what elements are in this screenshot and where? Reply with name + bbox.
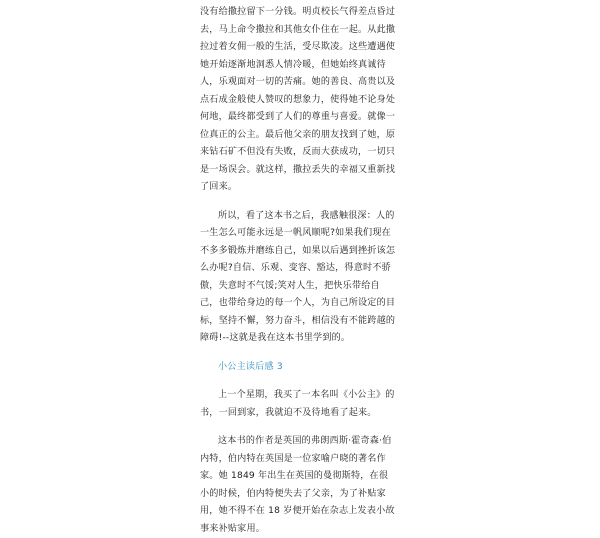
paragraph-gap: [200, 197, 396, 208]
paragraph-story-summary: 没有给撒拉留下一分钱。明贞校长气得差点昏过去，马上命令撒拉和其他女仆住在一起。从此撒拉过着女佣一般的生活，受尽欺凌。这些遭遇使她开始逐渐地洞悉人情冷暖，但她始终真诚待人，乐观面对一切的苦痛。她的善良、高贵以及点石成金般使人赞叹的想象力，使得她不论身处何地，最终都受到了人们的尊重与喜爱。就像一位真正的公主。最后他父亲的朋友找到了她，原来钻石矿不但没有失败，反而大获成功，一切只是一场误会。就这样，撒拉丢失的幸福又重新找了回来。: [200, 7, 396, 192]
document-body: [200, 4, 396, 538]
paragraph-gap: [200, 376, 396, 387]
paragraph-reflection: 所以，看了这本书之后，我感触很深：人的一生怎么可能永远是一帆风顺呢?如果我们现在不多多锻炼并磨练自己，如果以后遇到挫折该怎么办呢?自信、乐观、变容、豁达，得意时不骄傲，失意时不气馁;笑对人生，把快乐带给自己，也带给身边的每一个人，为自己所设定的目标，坚持不懈，努力奋斗，相信没有不能跨越的障碍!--这就是我在这本书里学到的。: [200, 210, 396, 343]
section-heading: 小公主读后感 3: [218, 361, 283, 372]
paragraph-book-purchase: 上一个星期，我买了一本名叫《小公主》的书，一回到家，我就迫不及待地看了起来。: [200, 390, 395, 418]
paragraph-gap: [200, 422, 396, 433]
paragraph-author-intro: 这本书的作者是英国的弗朗西斯·霍奇森·伯内特，伯内特在英国是一位家喻户晓的著名作家。她 1849 年出生在英国的曼彻斯特，在很小的时候，伯内特便失去了父亲，为了补贴家用，她不得不在 18 岁便开始在杂志上发表小故事来补贴家用。: [200, 436, 395, 534]
paragraph-gap: [200, 348, 396, 359]
